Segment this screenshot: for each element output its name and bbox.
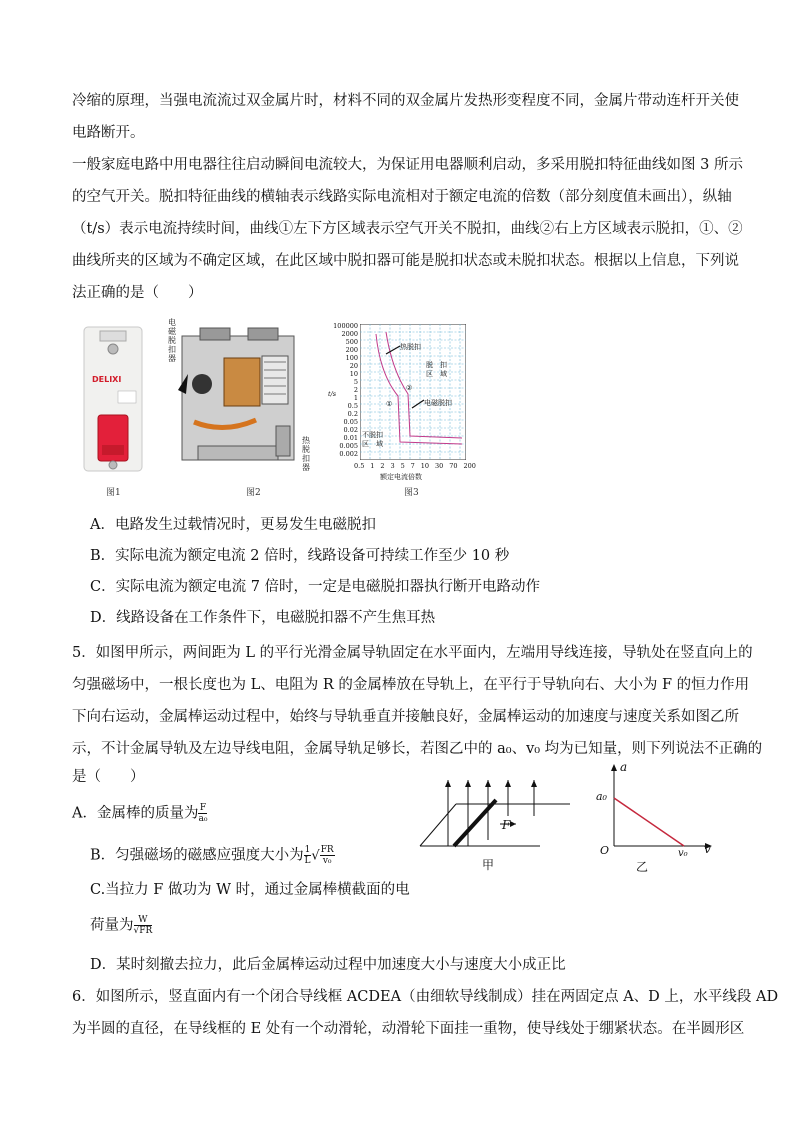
label-no-trip-zone: 不脱扣 bbox=[362, 431, 383, 439]
axis-v: v bbox=[704, 842, 711, 856]
option-c: C．实际电流为额定电流 7 倍时，一定是电磁脱扣器执行断开电路动作 bbox=[90, 579, 541, 595]
label-no-trip-zone: 区 域 bbox=[362, 440, 383, 448]
q5-option-c-cont: 荷量为 $\frac{W}{√FR}$ bbox=[90, 915, 153, 936]
text-line: （t/s）表示电流持续时间，曲线①左下方区域表示空气开关不脱扣，曲线②右上方区域表示脱扣，①、② bbox=[72, 221, 743, 237]
force-label: F bbox=[502, 818, 511, 832]
figure-yi bbox=[592, 760, 722, 874]
a-v-line bbox=[614, 798, 684, 846]
figure-caption: 图2 bbox=[246, 488, 261, 498]
origin: O bbox=[600, 844, 610, 857]
label-thermal: 热脱扣 bbox=[400, 343, 421, 351]
y-axis-label: t/s bbox=[328, 390, 337, 398]
figure-caption: 图3 bbox=[404, 488, 419, 498]
rail-diagram bbox=[410, 770, 578, 850]
q5-option-b: B．匀强磁场的磁感应强度大小为 $\frac{1}{L}$ √ $\frac{FR}{\text{v₀}}$ bbox=[90, 845, 334, 866]
question-5-line: 匀强磁场中，一根长度也为 L、电阻为 R 的金属棒放在导轨上，在平行于导轨向右、大小为 F 的恒力作用 bbox=[72, 677, 750, 693]
question-5-line: 是（ ） bbox=[72, 769, 145, 785]
x-tick-labels: 0.5 1 2 3 5 7 10 30 70 200 bbox=[354, 462, 476, 470]
label-thermal-trip: 热 脱 扣 器 bbox=[302, 436, 310, 472]
q5-option-a: A．金属棒的质量为 $\frac{F}{\text{a₀}}$ bbox=[72, 803, 208, 824]
breaker-cutaway bbox=[164, 318, 324, 484]
option-a: A．电路发生过载情况时，更易发生电磁脱扣 bbox=[90, 517, 376, 533]
label-trip-zone: 脱 扣 bbox=[426, 361, 447, 369]
fraction: $\frac{F}{\text{a₀}}$ bbox=[198, 803, 208, 824]
text-line: 一般家庭电路中用电器往往启动瞬间电流较大，为保证用电器顺利启动，多采用脱扣特征曲线如图 3 所示 bbox=[72, 157, 743, 173]
x-axis-label: 额定电流倍数 bbox=[380, 473, 422, 481]
text-line: 曲线所夹的区域为不确定区域，在此区域中脱扣器可能是脱扣状态或未脱扣状态。根据以上信息，下列说 bbox=[72, 253, 739, 269]
q5-option-c: C.当拉力 F 做功为 W 时，通过金属棒横截面的电 bbox=[90, 882, 410, 898]
figure-1-breaker bbox=[78, 325, 148, 475]
fraction: $\frac{1}{L}$ bbox=[304, 845, 311, 866]
text-line: 的空气开关。脱扣特征曲线的横轴表示线路实际电流相对于额定电流的倍数（部分刻度值未画出），纵轴 bbox=[72, 189, 732, 205]
question-5-line: 示，不计金属导轨及左边导线电阻，金属导轨足够长，若图乙中的 a₀、v₀ 均为已知量，则下列说法不正确的 bbox=[72, 741, 763, 757]
question-5-line: 5．如图甲所示，两间距为 L 的平行光滑金属导轨固定在水平面内，左端用导线连接，导轨处在竖直向上的 bbox=[72, 645, 753, 661]
brand-label: DELIXI bbox=[92, 375, 122, 384]
figure-jia bbox=[410, 770, 578, 870]
label-electromagnetic: 电磁脱扣 bbox=[424, 399, 452, 407]
y-tick-labels: 100000 2000 500 200 100 20 10 5 2 1 0.5 0.2 0.05 0.02 0.01 0.005 0.002 bbox=[333, 322, 358, 458]
tick-v0: v₀ bbox=[678, 848, 688, 859]
q5-option-d: D．某时刻撤去拉力，此后金属棒运动过程中加速度大小与速度大小成正比 bbox=[90, 957, 566, 973]
option-b: B．实际电流为额定电流 2 倍时，线路设备可持续工作至少 10 秒 bbox=[90, 548, 510, 564]
tick-a0: a₀ bbox=[596, 790, 607, 803]
label-electromagnetic-trip: 电 磁 脱 扣 器 bbox=[168, 318, 176, 363]
breaker-photo bbox=[78, 325, 148, 475]
label-trip-zone: 区 域 bbox=[426, 370, 447, 378]
figure-caption: 乙 bbox=[636, 860, 649, 874]
option-d: D．线路设备在工作条件下，电磁脱扣器不产生焦耳热 bbox=[90, 610, 436, 626]
a-v-graph bbox=[592, 760, 722, 850]
fraction: $\frac{FR}{\text{v₀}}$ bbox=[320, 845, 334, 866]
text-line: 电路断开。 bbox=[72, 125, 145, 141]
fraction: $\frac{W}{√FR}$ bbox=[133, 915, 153, 936]
figure-3-trip-curve bbox=[326, 318, 476, 482]
label-curve-1: ① bbox=[386, 400, 393, 408]
figure-caption: 甲 bbox=[482, 858, 495, 872]
axis-a: a bbox=[620, 760, 628, 774]
text-line: 冷缩的原理，当强电流流过双金属片时，材料不同的双金属片发热形变程度不同，金属片带动连杆开关使 bbox=[72, 93, 739, 109]
text-line: 法正确的是（ ） bbox=[72, 285, 203, 301]
label-curve-2: ② bbox=[406, 384, 413, 392]
question-5-line: 下向右运动，金属棒运动过程中，始终与导轨垂直并接触良好，金属棒运动的加速度与速度关系如图乙所 bbox=[72, 709, 739, 725]
question-6-line: 为半圆的直径，在导线框的 E 处有一个动滑轮，动滑轮下面挂一重物，使导线处于绷紧状态。在半圆形区 bbox=[72, 1021, 745, 1037]
question-6-line: 6．如图所示，竖直面内有一个闭合导线框 ACDEA（由细软导线制成）挂在两固定点 A、D 上，水平线段 AD bbox=[72, 989, 779, 1005]
figure-caption: 图1 bbox=[106, 488, 121, 498]
figure-2-internals bbox=[164, 318, 324, 484]
